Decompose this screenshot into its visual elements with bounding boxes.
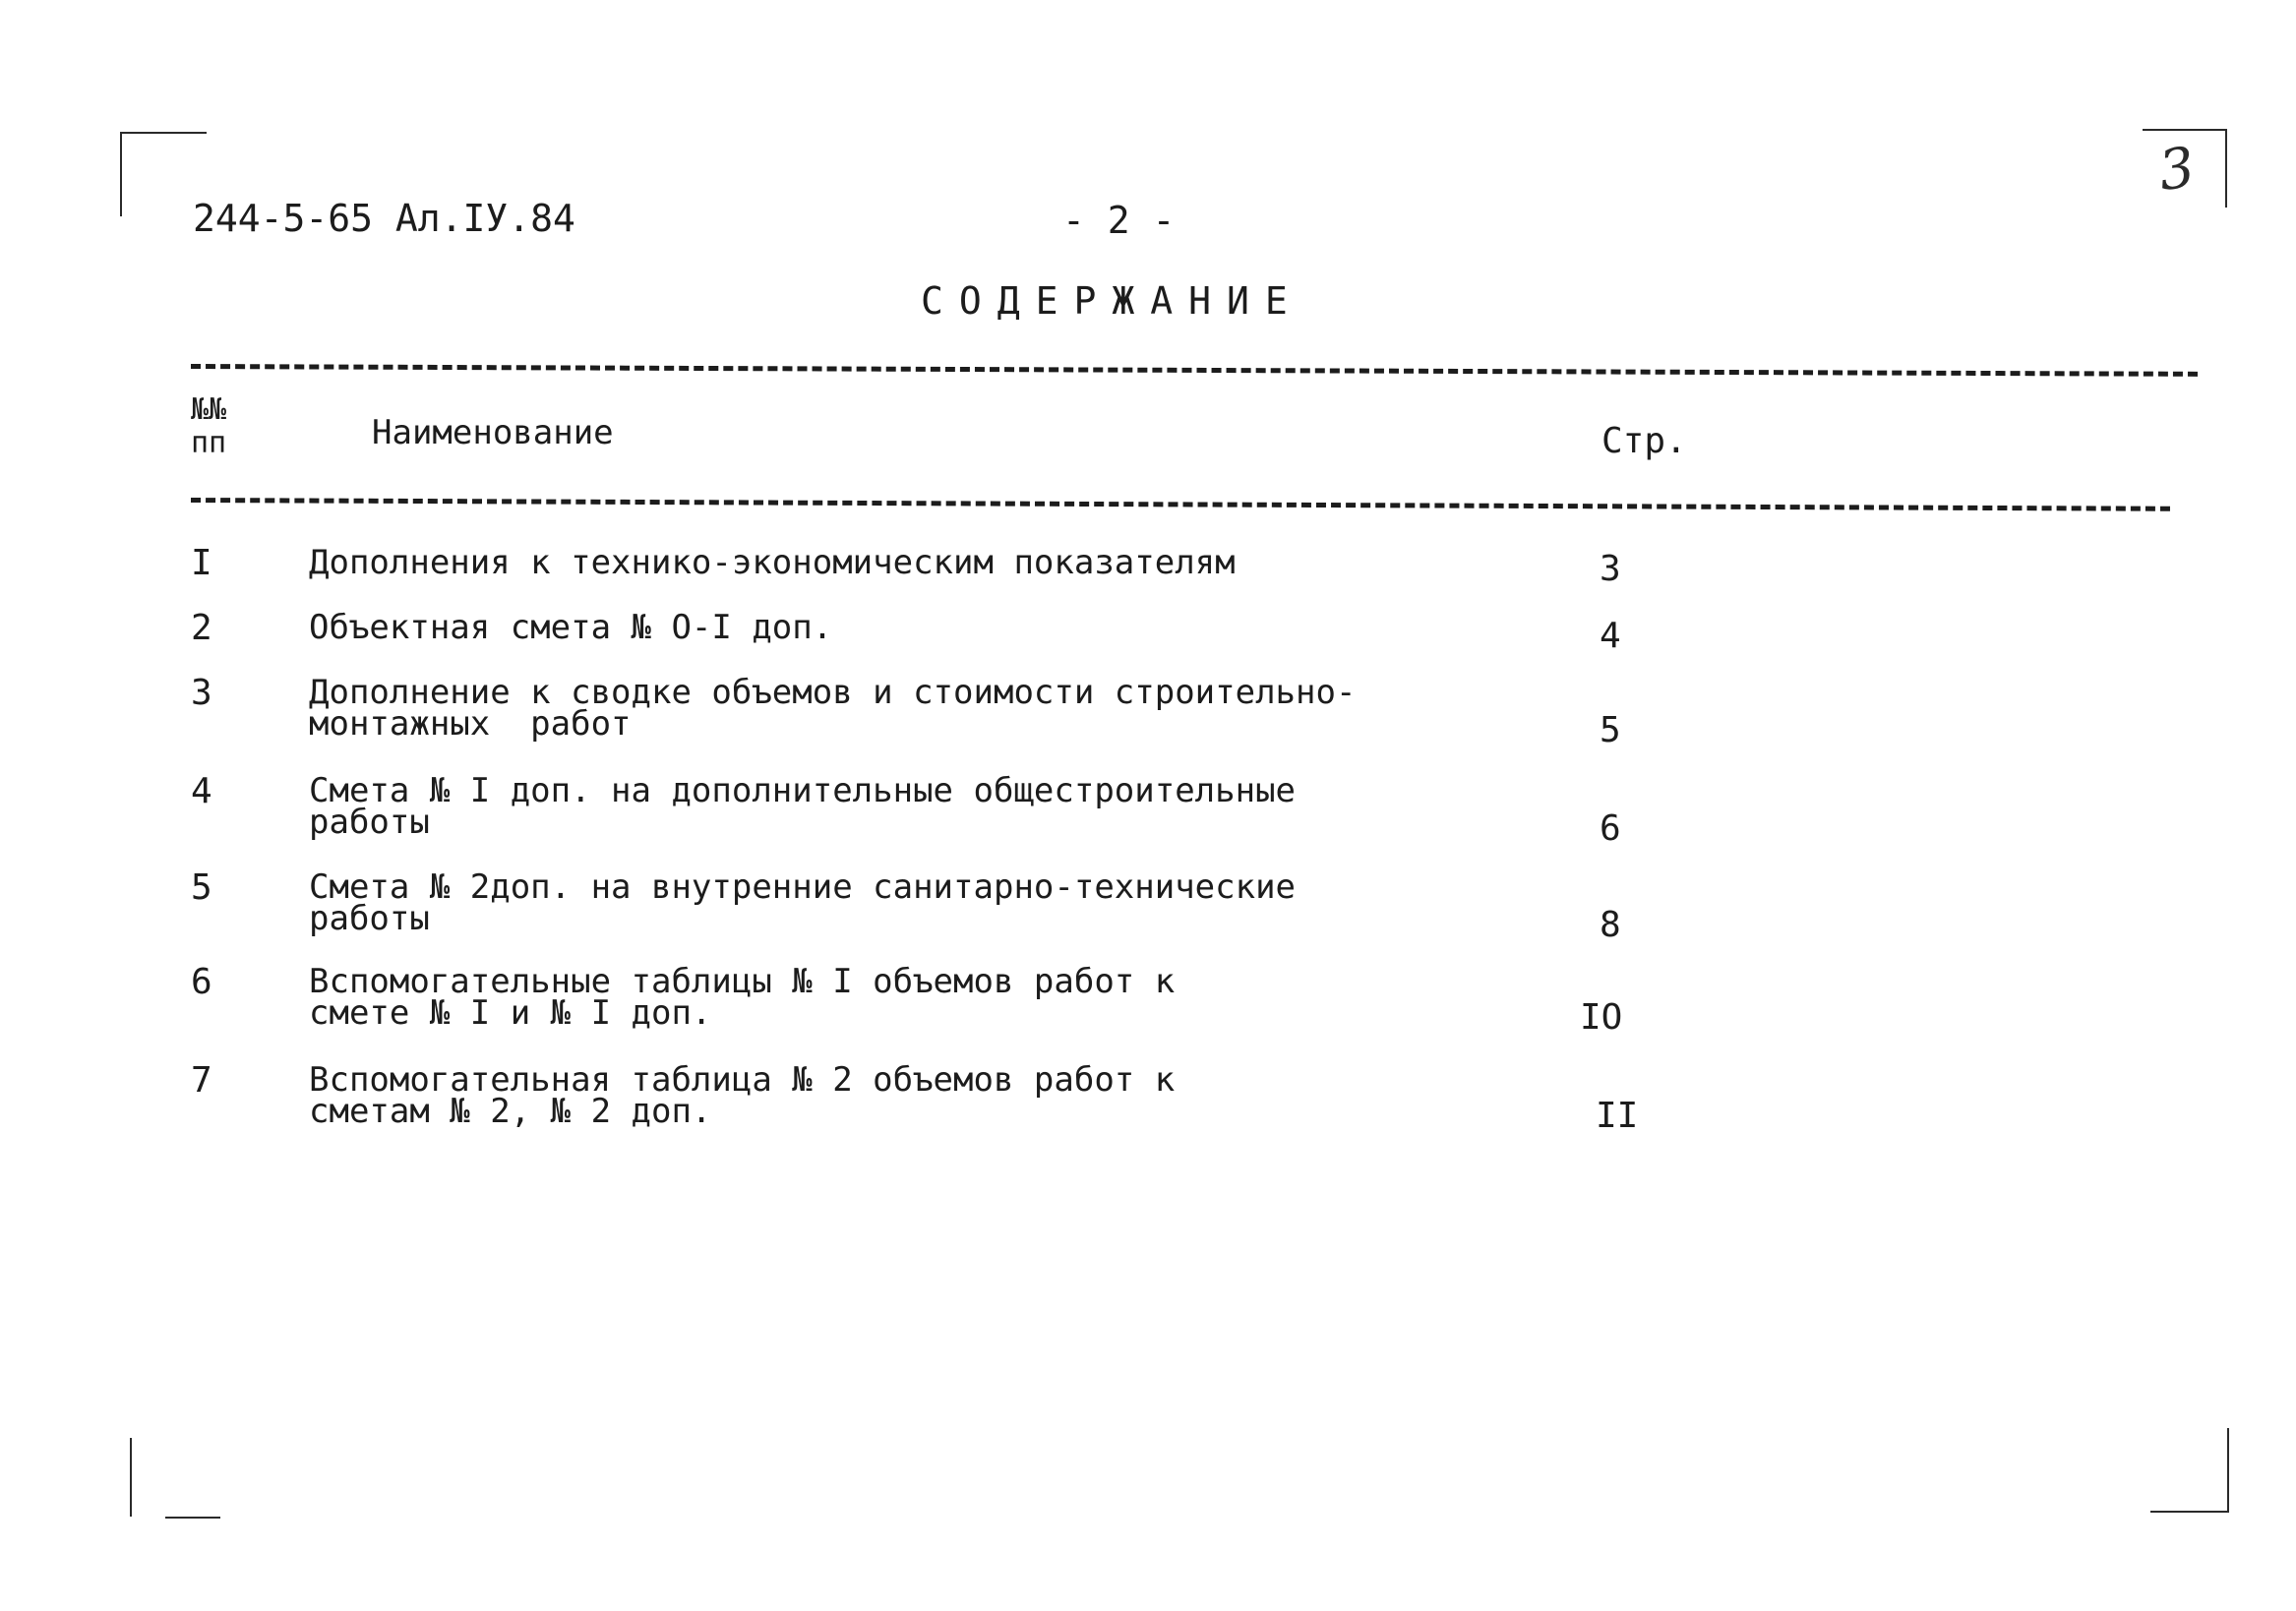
handwritten-sheet-number: 3 bbox=[2154, 135, 2199, 205]
frame-corner-top-left-vertical bbox=[120, 132, 122, 216]
row-page: 3 bbox=[1600, 549, 1621, 589]
row-name: Вспомогательная таблица № 2 объемов работ к сметам № 2, № 2 доп. bbox=[309, 1060, 1176, 1131]
frame-corner-top-left bbox=[120, 132, 207, 134]
row-number: 4 bbox=[191, 771, 212, 811]
frame-corner-bottom-left bbox=[165, 1517, 220, 1519]
column-header-number: №№ пп bbox=[191, 392, 227, 460]
frame-corner-top-right bbox=[2143, 129, 2225, 131]
row-number: I bbox=[191, 543, 212, 583]
row-page: 4 bbox=[1600, 616, 1621, 656]
frame-corner-top-right-vertical bbox=[2225, 129, 2227, 208]
row-number: 5 bbox=[191, 867, 212, 908]
row-page: II bbox=[1596, 1096, 1639, 1136]
column-header-name: Наименование bbox=[372, 413, 614, 452]
frame-corner-bottom-right-vertical bbox=[2227, 1428, 2229, 1513]
row-name: Смета № 2доп. на внутренние санитарно-технические работы bbox=[309, 867, 1297, 938]
row-number: 6 bbox=[191, 962, 212, 1002]
row-page: IO bbox=[1580, 997, 1623, 1038]
row-page: 8 bbox=[1600, 905, 1621, 945]
table-header-dashed-rule bbox=[191, 498, 2170, 511]
table-top-dashed-rule bbox=[191, 364, 2198, 377]
row-number: 7 bbox=[191, 1060, 212, 1101]
frame-corner-bottom-right bbox=[2150, 1511, 2227, 1513]
page-number: - 2 - bbox=[1062, 199, 1176, 242]
page-title: СОДЕРЖАНИЕ bbox=[921, 279, 1303, 323]
row-page: 5 bbox=[1600, 710, 1621, 750]
row-name: Вспомогательные таблицы № I объемов работ к смете № I и № I доп. bbox=[309, 962, 1176, 1033]
row-page: 6 bbox=[1600, 808, 1621, 849]
row-number: 3 bbox=[191, 673, 212, 713]
row-name: Дополнения к технико-экономическим показателям bbox=[309, 543, 1236, 582]
row-name: Дополнение к сводке объемов и стоимости строительно- монтажных работ bbox=[309, 673, 1357, 744]
row-name: Объектная смета № О-I доп. bbox=[309, 608, 833, 647]
row-number: 2 bbox=[191, 608, 212, 648]
document-code: 244-5-65 Ал.IУ.84 bbox=[193, 197, 575, 240]
frame-corner-bottom-left-vertical bbox=[130, 1438, 132, 1517]
column-header-page: Стр. bbox=[1601, 421, 1687, 461]
row-name: Смета № I доп. на дополнительные общестроительные работы bbox=[309, 771, 1297, 842]
